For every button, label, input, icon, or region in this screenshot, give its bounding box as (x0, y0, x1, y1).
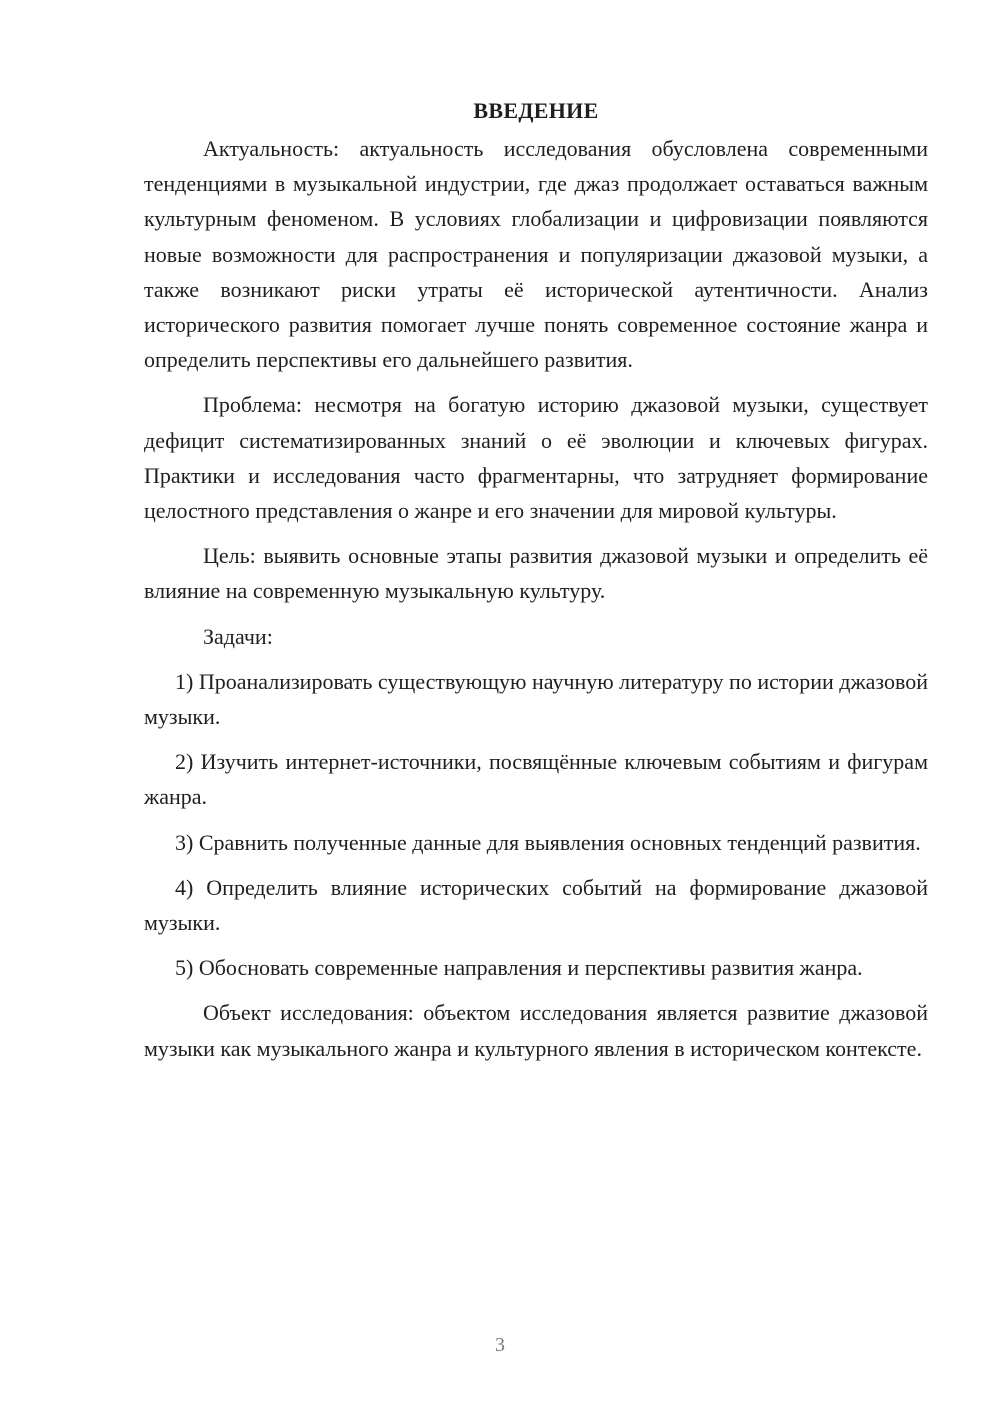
paragraph-relevance: Актуальность: актуальность исследования обусловлена современными тенденциями в музыкальной индустрии, где джаз продолжает оставаться важным культурным феноменом. В условиях глобализации и цифровизации появляются новые возможности для распространения и популяризации джазовой музыки, а также возникают риски утраты её исторической аутентичности. Анализ исторического развития помогает лучше понять современное состояние жанра и определить перспективы его дальнейшего развития. (144, 136, 928, 373)
list-item: 4) Определить влияние исторических событий на формирование джазовой музыки. (144, 874, 928, 936)
paragraph-goal: Цель: выявить основные этапы развития джазовой музыки и определить её влияние на современную музыкальную культуру. (144, 543, 928, 604)
paragraph-problem: Проблема: несмотря на богатую историю джазовой музыки, существует дефицит систематизированных знаний о её эволюции и ключевых фигурах. Практики и исследования часто фрагментарны, что затрудняет формирование целостного представления о жанре и его значении для мировой культуры. (144, 392, 928, 524)
list-item: 3) Сравнить полученные данные для выявления основных тенденций развития. (175, 829, 921, 855)
paragraph-object: Объект исследования: объектом исследования является развитие джазовой музыки как музыкального жанра и культурного явления в историческом контексте. (144, 1000, 928, 1061)
page-title: ВВЕДЕНИЕ (473, 98, 599, 123)
list-item: 2) Изучить интернет-источники, посвящённые ключевым событиям и фигурам жанра. (144, 749, 928, 810)
tasks-label: Задачи: (203, 623, 273, 649)
list-item: 5) Обосновать современные направления и перспективы развития жанра. (175, 955, 863, 981)
page-content (144, 96, 928, 1076)
list-item: 1) Проанализировать существующую научную литературу по истории джазовой музыки. (144, 668, 928, 730)
page-number: 3 (495, 1334, 505, 1356)
tasks-list (144, 664, 928, 986)
